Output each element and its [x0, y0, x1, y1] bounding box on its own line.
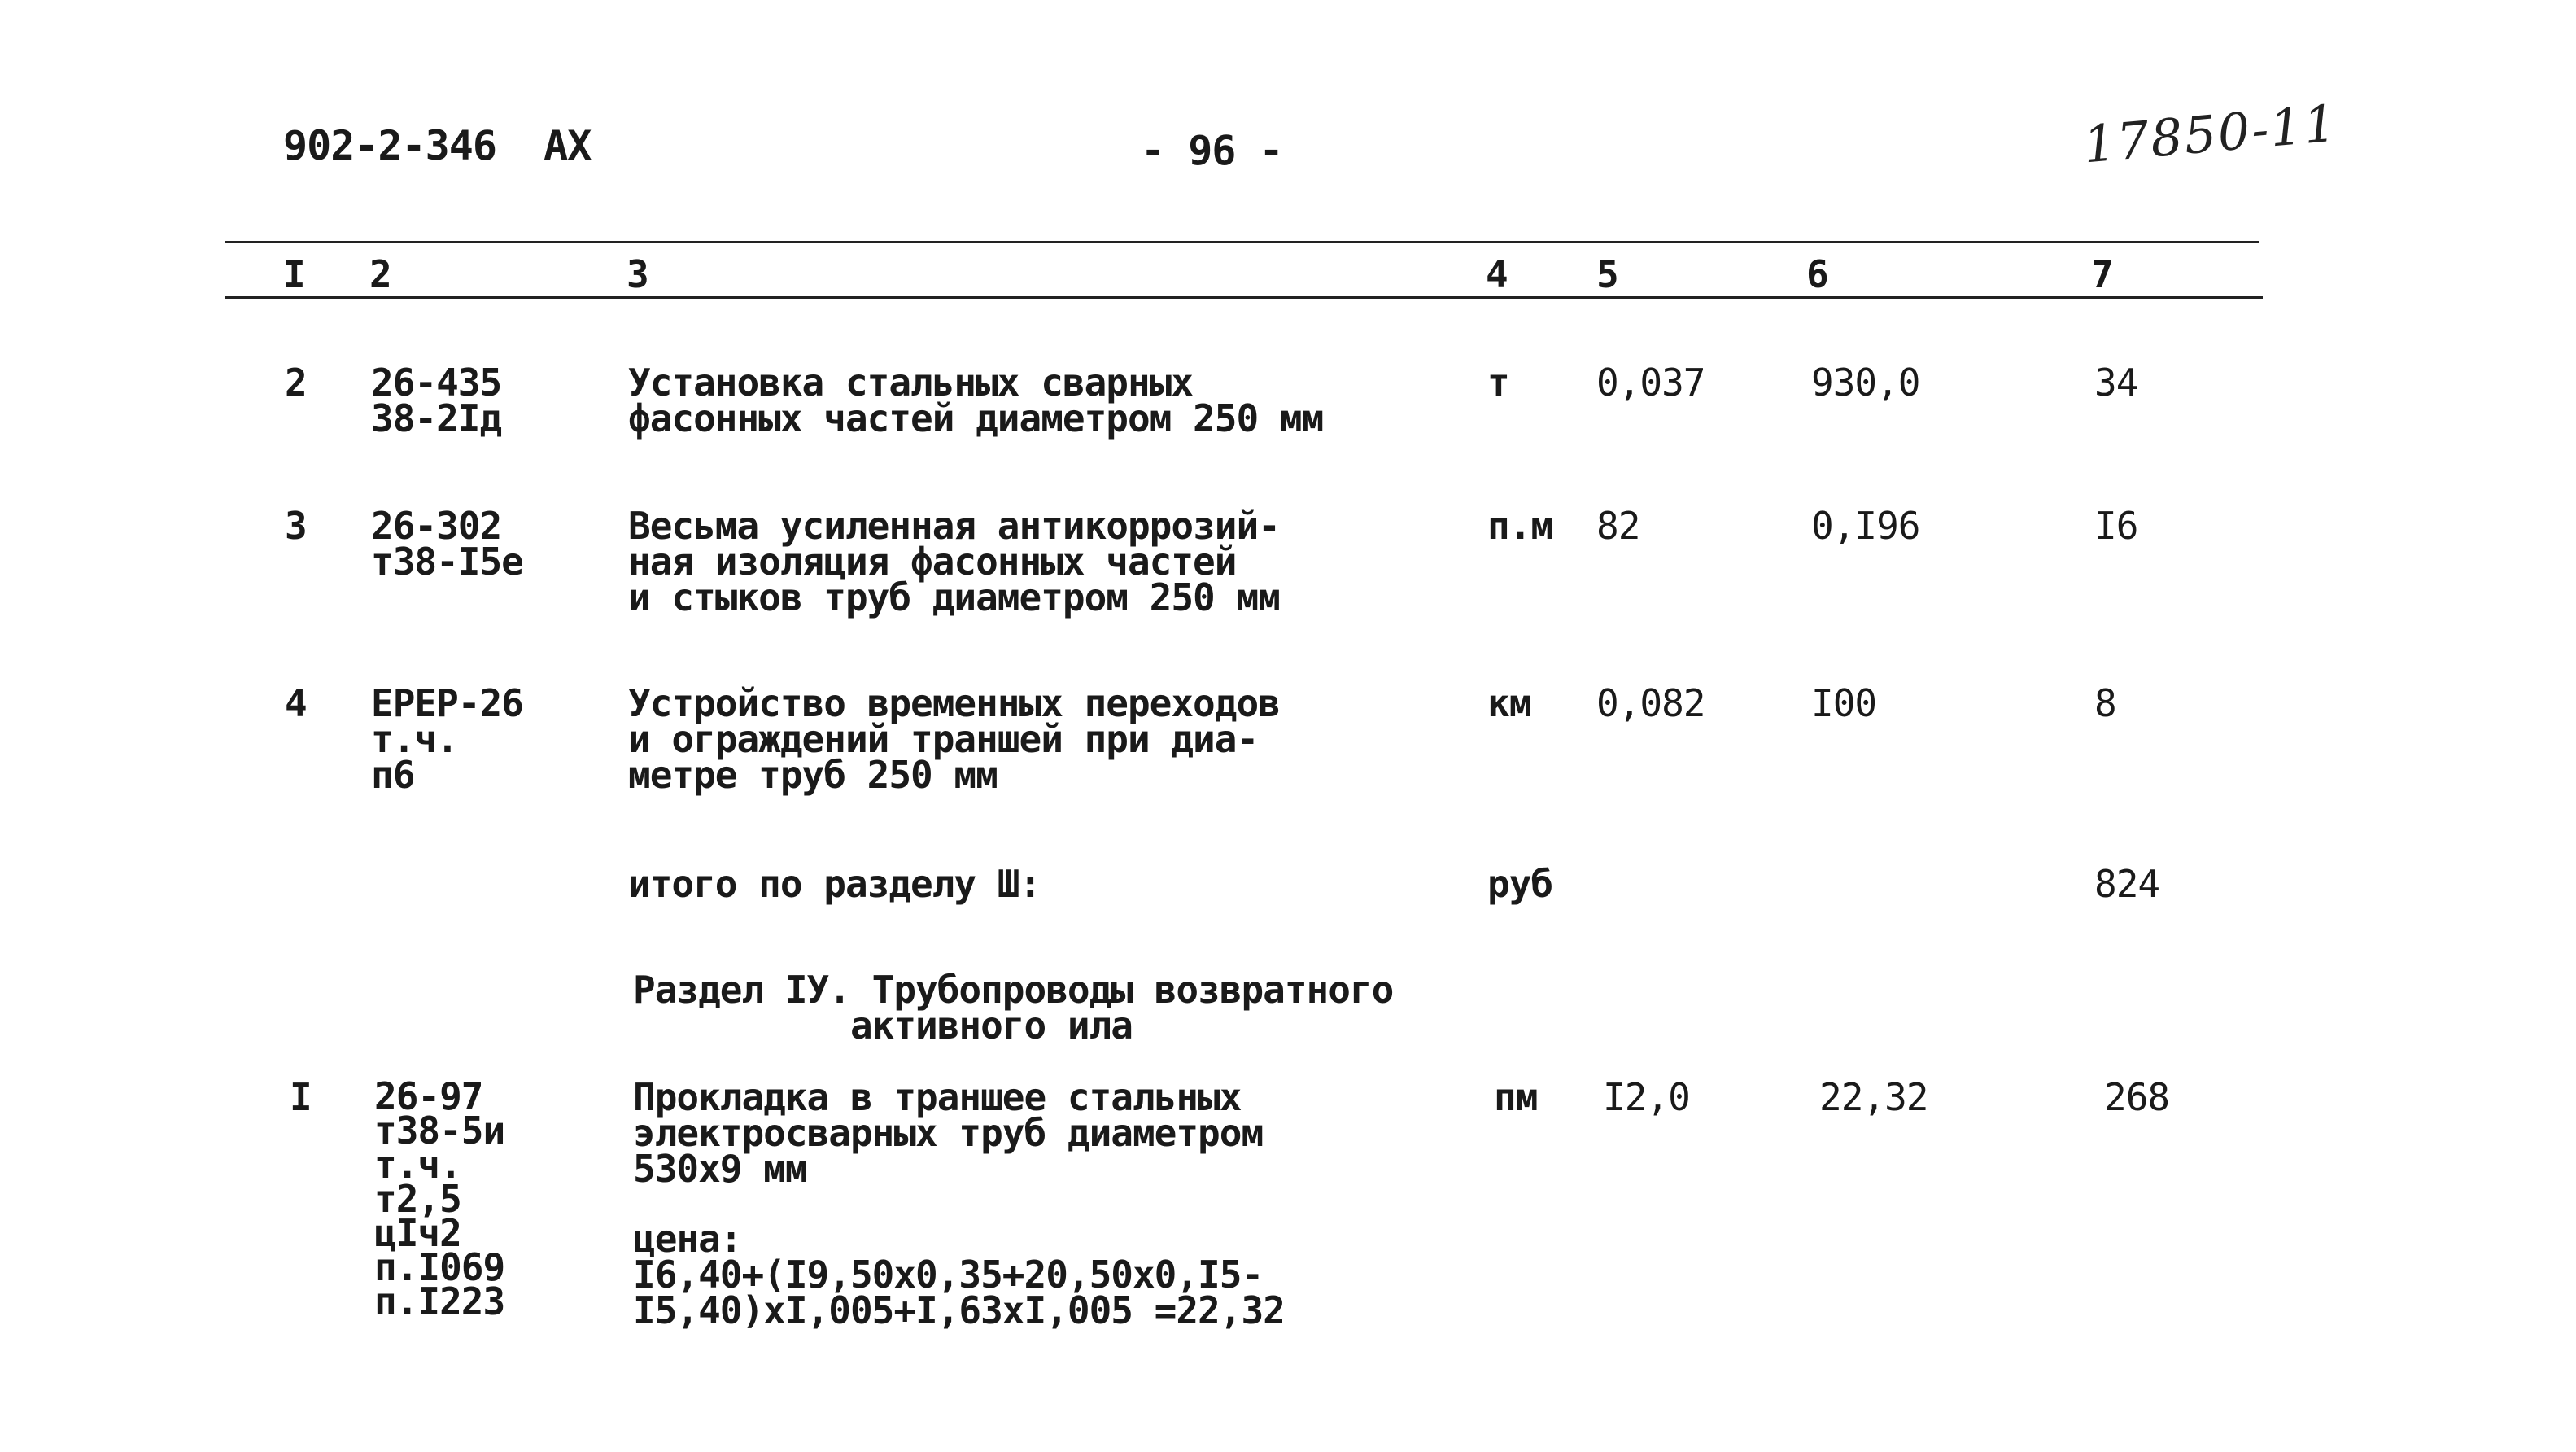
- row-last-description: Прокладка в траншее стальных электросварных труб диаметром 530х9 мм: [633, 1075, 1264, 1191]
- row-last-quantity: I2,0: [1603, 1075, 1690, 1119]
- column-number-3: 3: [627, 252, 649, 296]
- row-4-number: 4: [285, 681, 307, 725]
- price-label: цена:: [633, 1217, 742, 1261]
- archive-number: 17850-11: [2080, 93, 2340, 175]
- row-3-description: Весьма усиленная антикоррозий- ная изоляция фасонных частей и стыков труб диаметром 250 мм: [628, 504, 1280, 619]
- price-formula: I6,40+(I9,50х0,35+20,50х0,I5- I5,40)хI,005+I,63хI,005 =22,32: [633, 1253, 1285, 1332]
- row-2-total: 34: [2094, 361, 2138, 405]
- row-2-quantity: 0,037: [1596, 361, 1705, 405]
- row-2-code: 26-435 38-2Iд: [371, 361, 502, 440]
- document-code: 902-2-346 АХ: [283, 122, 592, 169]
- subtotal-total: 824: [2094, 862, 2160, 906]
- row-2-description: Установка стальных сварных фасонных частей диаметром 250 мм: [628, 361, 1324, 440]
- row-4-total: 8: [2094, 681, 2116, 725]
- page-number: - 96 -: [1141, 127, 1283, 174]
- column-number-6: 6: [1806, 252, 1829, 296]
- row-4-description: Устройство временных переходов и ограждений траншей при диа- метре труб 250 мм: [628, 681, 1280, 797]
- column-number-7: 7: [2091, 252, 2114, 296]
- row-2-price: 930,0: [1811, 361, 1920, 405]
- row-last-unit: пм: [1494, 1075, 1538, 1119]
- subtotal-label: итого по разделу Ш:: [628, 862, 1041, 906]
- column-number-1: I: [283, 252, 306, 296]
- row-last-total: 268: [2104, 1075, 2170, 1119]
- row-3-total: I6: [2094, 504, 2138, 548]
- column-number-2: 2: [369, 252, 392, 296]
- row-3-quantity: 82: [1596, 504, 1640, 548]
- row-3-unit: п.м: [1487, 504, 1553, 548]
- row-4-price: I00: [1811, 681, 1877, 725]
- column-number-4: 4: [1486, 252, 1508, 296]
- table-header-bottom-rule: [225, 296, 2263, 299]
- section-title: Раздел IУ. Трубопроводы возвратного активного ила: [633, 968, 1394, 1047]
- row-4-code: ЕРЕР-26 т.ч. п6: [371, 681, 523, 797]
- row-4-unit: км: [1487, 681, 1531, 725]
- row-last-code: 26-97 т38-5и т.ч. т2,5 цIч2 п.I069 п.I223: [374, 1074, 505, 1323]
- row-last-price: 22,32: [1819, 1075, 1928, 1119]
- table-top-rule: [225, 241, 2259, 243]
- row-2-number: 2: [285, 361, 307, 405]
- row-3-price: 0,I96: [1811, 504, 1920, 548]
- row-3-code: 26-302 т38-I5е: [371, 504, 523, 584]
- row-3-number: 3: [285, 504, 307, 548]
- row-2-unit: т: [1487, 361, 1509, 405]
- row-last-number: I: [290, 1075, 312, 1119]
- column-number-5: 5: [1596, 252, 1619, 296]
- subtotal-unit: руб: [1487, 862, 1553, 906]
- row-4-quantity: 0,082: [1596, 681, 1705, 725]
